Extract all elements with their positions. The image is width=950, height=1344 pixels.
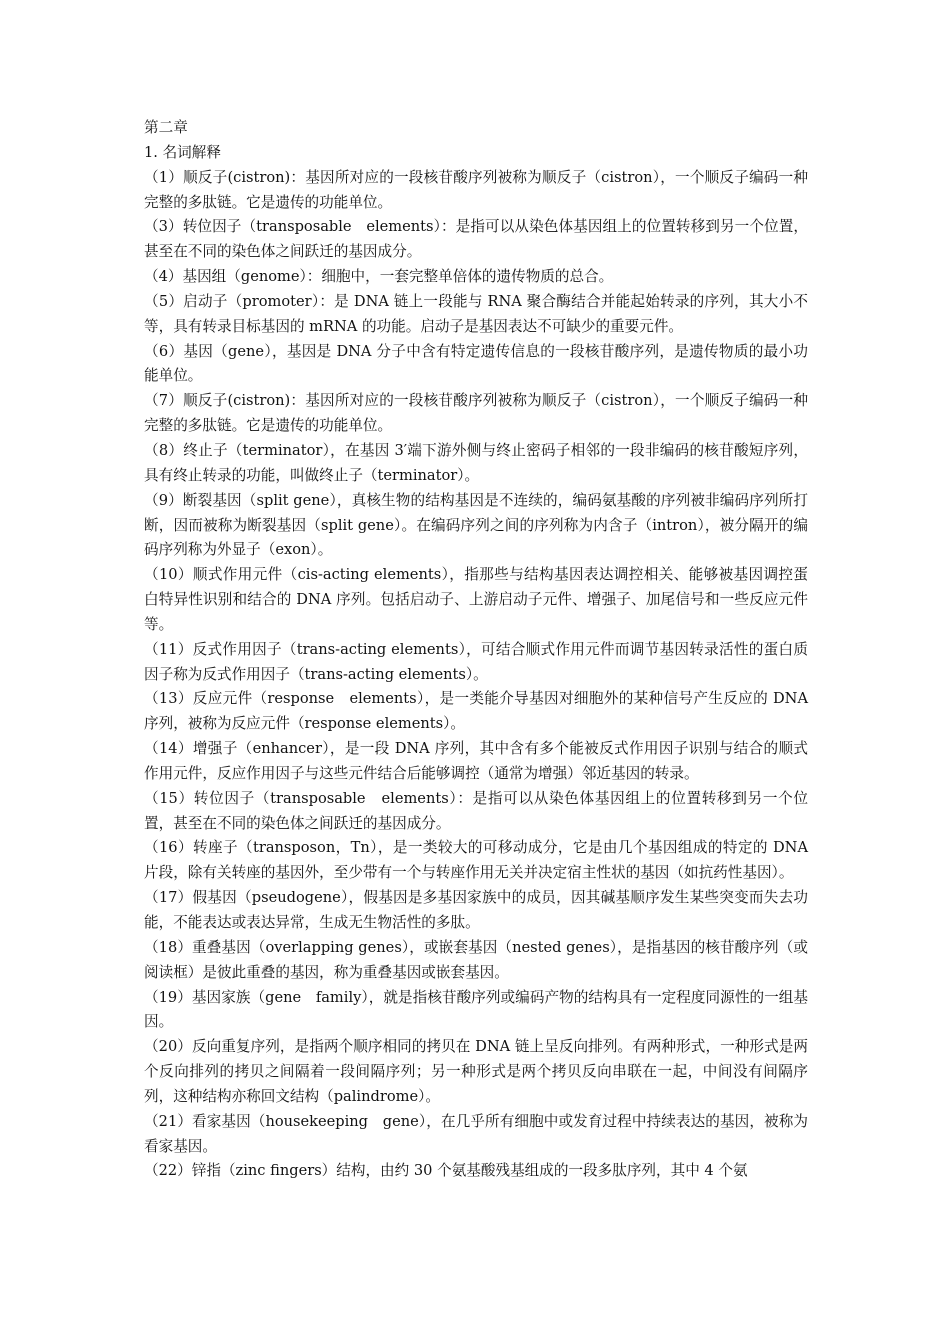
entry-housekeeping-gene: （21）看家基因（housekeeping gene），在几乎所有细胞中或发育过程中持续表达的基因，被称为看家基因。: [144, 1112, 808, 1155]
entry-split-gene: （9）断裂基因（split gene），真核生物的结构基因是不连续的，编码氨基酸的序列被非编码序列所打断，因而被称为断裂基因（split gene）。在编码序列之间的序列称为内含子（intron），被分隔开的编码序列称为外显子（exon）。: [144, 491, 808, 559]
entry-promoter: （5）启动子（promoter）：是 DNA 链上一段能与 RNA 聚合酶结合并能起始转录的序列，其大小不等，具有转录目标基因的 mRNA 的功能。启动子是基因表达不可缺少的重要元件。: [144, 292, 808, 335]
entry-transposon: （16）转座子（transposon，Tn），是一类较大的可移动成分，它是由几个基因组成的特定的 DNA 片段，除有关转座的基因外，至少带有一个与转座作用无关并决定宿主性状的基因（如抗药性基因）。: [144, 839, 808, 882]
entry-inverted-repeat: （20）反向重复序列，是指两个顺序相同的拷贝在 DNA 链上呈反向排列。有两种形式，一种形式是两个反向排列的拷贝之间隔着一段间隔序列；另一种形式是两个拷贝反向串联在一起，中间没有间隔序列，这种结构亦称回文结构（palindrome）。: [144, 1038, 808, 1105]
entry-enhancer: （14）增强子（enhancer），是一段 DNA 序列，其中含有多个能被反式作用因子识别与结合的顺式作用元件，反应作用因子与这些元件结合后能够调控（通常为增强）邻近基因的转录。: [144, 740, 808, 782]
entry-cis-acting-elements: （10）顺式作用元件（cis-acting elements），指那些与结构基因表达调控相关、能够被基因调控蛋白特异性识别和结合的 DNA 序列。包括启动子、上游启动子元件、增强子、加尾信号和一些反应元件等。: [144, 566, 808, 633]
entry-terminator: （8）终止子（terminator），在基因 3′端下游外侧与终止密码子相邻的一段非编码的核苷酸短序列，具有终止转录的功能，叫做终止子（terminator）。: [144, 441, 808, 484]
entry-gene: （6）基因（gene），基因是 DNA 分子中含有特定遗传信息的一段核苷酸序列，是遗传物质的最小功能单位。: [144, 342, 808, 385]
entry-transposable-elements-repeat: （15）转位因子（transposable elements）：是指可以从染色体基因组上的位置转移到另一个位置，甚至在不同的染色体之间跃迁的基因成分。: [144, 789, 808, 832]
entry-genome: （4）基因组（genome）：细胞中，一套完整单倍体的遗传物质的总合。: [144, 268, 614, 286]
entry-zinc-fingers: （22）锌指（zinc fingers）结构，由约 30 个氨基酸残基组成的一段多肽序列，其中 4 个氨: [144, 1162, 748, 1180]
entry-cistron: （1）顺反子(cistron)：基因所对应的一段核苷酸序列被称为顺反子（cistron），一个顺反子编码一种完整的多肽链。它是遗传的功能单位。: [144, 168, 808, 211]
entry-pseudogene: （17）假基因（pseudogene），假基因是多基因家族中的成员，因其碱基顺序发生某些突变而失去功能，不能表达或表达异常，生成无生物活性的多肽。: [144, 889, 808, 931]
entry-response-elements: （13）反应元件（response elements），是一类能介导基因对细胞外的某种信号产生反应的 DNA 序列，被称为反应元件（response elements）。: [144, 690, 808, 733]
chapter-title: 第二章: [144, 119, 188, 136]
entry-gene-family: （19）基因家族（gene family），就是指核苷酸序列或编码产物的结构具有一定程度同源性的一组基因。: [144, 988, 808, 1031]
section-title: 1. 名词解释: [144, 143, 221, 161]
entry-overlapping-genes: （18）重叠基因（overlapping genes），或嵌套基因（nested genes），是指基因的核苷酸序列（或阅读框）是彼此重叠的基因，称为重叠基因或嵌套基因。: [144, 938, 808, 981]
entry-transposable-elements: （3）转位因子（transposable elements）：是指可以从染色体基因组上的位置转移到另一个位置，甚至在不同的染色体之间跃迁的基因成分。: [144, 218, 808, 261]
entry-trans-acting-elements: （11）反式作用因子（trans-acting elements），可结合顺式作用元件而调节基因转录活性的蛋白质因子称为反式作用因子（trans-acting elements）。: [144, 640, 808, 683]
entry-cistron-repeat: （7）顺反子(cistron)：基因所对应的一段核苷酸序列被称为顺反子（cistron），一个顺反子编码一种完整的多肽链。它是遗传的功能单位。: [144, 392, 808, 435]
document-page: [144, 116, 808, 1184]
